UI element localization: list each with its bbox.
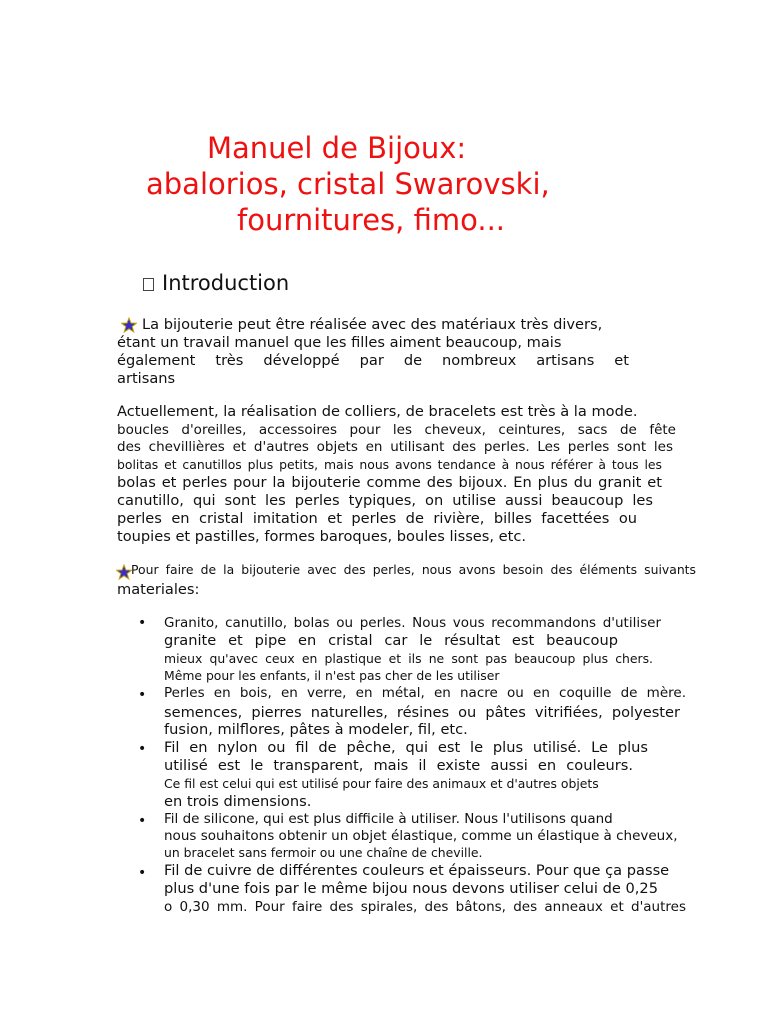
list-item-1-line-1: Granito, canutillo, bolas ou perles. Nous vous recommandons d'utiliser: [164, 615, 661, 631]
bullet-2: •: [138, 687, 147, 703]
list-item-1-line-3: mieux qu'avec ceux en plastique et ils ne sont pas beaucoup plus chers.: [164, 651, 653, 666]
para2-line-1: Actuellement, la réalisation de colliers, de bracelets est très à la mode.: [117, 403, 638, 420]
bullet-3: •: [138, 741, 147, 757]
section-heading-text: Introduction: [162, 271, 290, 295]
para2-line-7: perles en cristal imitation et perles de rivière, billes facettées ou: [117, 510, 637, 527]
list-item-5-line-3: o 0,30 mm. Pour faire des spirales, des bâtons, des anneaux et d'autres: [164, 899, 686, 915]
para2-line-2: boucles d'oreilles, accessoires pour les cheveux, ceintures, sacs de fête: [117, 422, 676, 438]
title-line-3: fournitures, fimo...: [237, 203, 506, 237]
para2-line-6: canutillo, qui sont les perles typiques, on utilise aussi beaucoup les: [117, 492, 653, 509]
intro-line-2: étant un travail manuel que les filles aiment beaucoup, mais: [117, 334, 562, 351]
bullet-4: •: [138, 813, 147, 829]
list-item-1-line-4: Même pour les enfants, il n'est pas cher de les utiliser: [164, 668, 500, 683]
star-icon: [116, 564, 132, 580]
list-item-3-line-3: Ce fil est celui qui est utilisé pour faire des animaux et d'autres objets: [164, 776, 599, 791]
intro-line-3: également très développé par de nombreux artisans et: [117, 352, 629, 369]
list-item-3-line-1: Fil en nylon ou fil de pêche, qui est le plus utilisé. Le plus: [164, 739, 648, 756]
star-icon: [121, 317, 137, 333]
para3-line-2: materiales:: [117, 581, 200, 598]
checkbox-icon: [143, 278, 154, 291]
para2-line-8: toupies et pastilles, formes baroques, boules lisses, etc.: [117, 528, 527, 545]
para2-line-5: bolas et perles pour la bijouterie comme des bijoux. En plus du granit et: [117, 474, 662, 491]
list-item-5-line-2: plus d'une fois par le même bijou nous devons utiliser celui de 0,25: [164, 880, 658, 897]
list-item-3-line-4: en trois dimensions.: [164, 793, 312, 810]
bullet-1: •: [138, 615, 147, 631]
intro-line-4: artisans: [117, 370, 176, 387]
list-item-4-line-3: un bracelet sans fermoir ou une chaîne de cheville.: [164, 845, 483, 860]
title-line-1: Manuel de Bijoux:: [207, 131, 467, 165]
section-heading: [143, 271, 289, 295]
list-item-3-line-2: utilisé est le transparent, mais il existe aussi en couleurs.: [164, 757, 633, 774]
bullet-5: •: [138, 865, 147, 881]
list-item-4-line-2: nous souhaitons obtenir un objet élastique, comme un élastique à cheveux,: [164, 828, 678, 844]
intro-line-1: La bijouterie peut être réalisée avec des matériaux très divers,: [142, 316, 603, 333]
list-item-4-line-1: Fil de silicone, qui est plus difficile à utiliser. Nous l'utilisons quand: [164, 811, 613, 827]
title-line-2: abalorios, cristal Swarovski,: [146, 167, 550, 201]
para3-line-1: Pour faire de la bijouterie avec des perles, nous avons besoin des éléments suivants: [131, 562, 696, 577]
list-item-1-line-2: granite et pipe en cristal car le résultat est beaucoup: [164, 632, 618, 649]
para2-line-4: bolitas et canutillos plus petits, mais nous avons tendance à nous référer à tous les: [117, 457, 662, 472]
list-item-2-line-3: fusion, milflores, pâtes à modeler, fil, etc.: [164, 721, 468, 738]
list-item-5-line-1: Fil de cuivre de différentes couleurs et épaisseurs. Pour que ça passe: [164, 862, 670, 879]
list-item-2-line-1: Perles en bois, en verre, en métal, en nacre ou en coquille de mère.: [164, 685, 686, 701]
para2-line-3: des chevillières et d'autres objets en utilisant des perles. Les perles sont les: [117, 439, 673, 455]
list-item-2-line-2: semences, pierres naturelles, résines ou pâtes vitrifiées, polyester: [164, 704, 680, 721]
